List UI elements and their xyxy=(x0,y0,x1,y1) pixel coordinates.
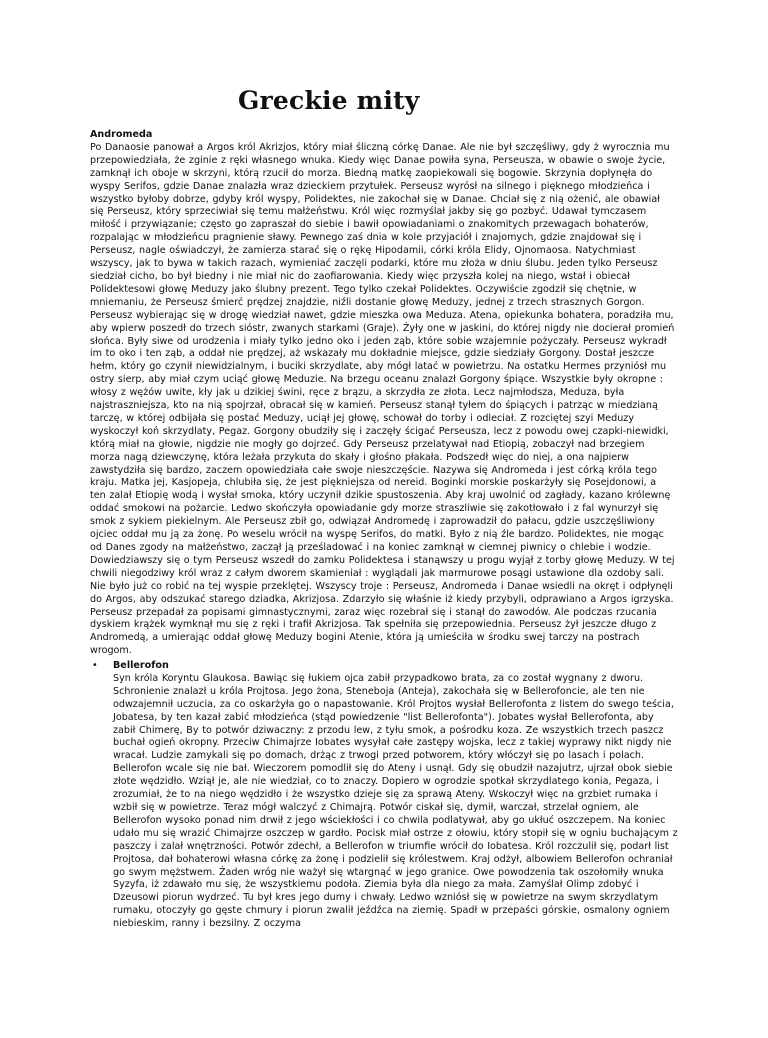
section-heading: Bellerofon xyxy=(113,660,169,671)
section-body: Syn króla Koryntu Glaukosa. Bawiąc się łukiem ojca zabił przypadkowo brata, za co został wygnany z dworu. Schronienie znalazł u króla Projtosa. Jego żona, Steneboja (Anteja), zakochała się w Bellerofoncie, ale ten nie odwzajemnił uczucia, za co oskarżyła go o napastowanie. Król Projtos wysłał Bellerofonta z listem do swego teścia, Jobatesa, by ten kazał zabić młodzieńca (stąd powiedzenie "list Bellerofonta"). Jobates wysłał Bellerofonta, aby zabił Chimerę, By to potwór dziwaczny: z przodu lew, z tyłu smok, a pośrodku koza. Ze wszystkich trzech paszcz buchał ogień okropny. Przeciw Chimajrze Iobates wysyłał całe zastępy wojska, lecz z takiej wyprawy nikt nigdy nie wracał. Ludzie zamykali się po domach, drżąc z trwogi przed potworem, który włóczył się po lasach i polach. Bellerofon wcale się nie bał. Wieczorem pomodlił się do Ateny i usnął. Gdy się obudził nazajutrz, ujrzał obok siebie złote wędzidło. Wziął je, ale nie wiedział, co to znaczy. Dopiero w ogrodzie spotkał skrzydlatego konia, Pegaza, i zrozumiał, że to na niego wędzidło i że wszystko dzieje się za sprawą Ateny. Wskoczył więc na grzbiet rumaka i wzbił się w powietrze. Teraz mógł walczyć z Chimajrą. Potwór ciskał się, dymił, warczał, strzelał ogniem, ale Bellerofon wysoko ponad nim drwił z jego wściekłości i co chwila podlatywał, aby go ukłuć oszczepem. Na koniec udało mu się wrazić Chimajrze oszczep w gardło. Pocisk miał ostrze z ołowiu, który stopił się w ogniu buchającym z paszczy i zalał wnętrzności. Potwór zdechł, a Bellerofon w triumfie wrócił do Iobatesa. Król rozczulił się, podarł list Projtosa, dał bohaterowi własna córkę za żonę i podzielił się królestwem. Kraj odżył, albowiem Bellerofon ochraniał go swym mężstwem. Żaden wróg nie ważył się wtargnąć w jego granice. Owe powodzenia tak oszołomiły wnuka Syzyfa, iż zdawało mu się, że wszystkiemu podoła. Ziemia była dla niego za mała. Zamyślał Olimp zdobyć i Dzeusowi piorun wydrzeć. Tu był kres jego dumy i chwały. Ledwo wzniósł się w powietrze na swym skrzydlatym rumaku, otoczyły go gęste chmury i piorun zwalił jeźdźca na ziemię. Spadł w przepaści górskie, osmalony ogniem niebieskim, ranny i bezsilny. Z oczyma xyxy=(113,672,678,930)
section-andromeda xyxy=(90,129,675,657)
section-bellerofon xyxy=(113,660,678,1038)
section-heading: Andromeda xyxy=(90,129,153,140)
document-title: Greckie mity xyxy=(238,86,420,115)
bullet-point: • xyxy=(92,660,98,671)
section-body: Po Danaosie panował a Argos król Akrizjos, który miał śliczną córkę Danae. Ale nie był szczęśliwy, gdy ż wyrocznia mu przepowiedziała, że zginie z ręki własnego wnuka. Kiedy więc Danae powiła syna, Perseusza, w obawie o swoje życie, zamknął ich oboje w skrzyni, którą rzucił do morza. Biedną matkę zaopiekowali się bogowie. Skrzynia dopłynęła do wyspy Serifos, gdzie Danae znalazła wraz dzieckiem przytułek. Perseusz wyrósł na silnego i pięknego młodzieńca i wszystko byłoby dobrze, gdyby król wyspy, Polidektes, nie zakochał się w Danae. Chciał się z nią ożenić, ale obawiał się Perseusz, który sprzeciwiał się temu małżeństwu. Król więc rozmyślał jakby się go pozbyć. Udawał tymczasem miłość i przywiązanie; często go zapraszał do siebie i bawił opowiadaniami o znakomitych przewagach bohaterów, rozpalając w młodzieńcu pragnienie sławy. Pewnego zaś dnia w kole przyjaciół i znajomych, gdzie znajdował się i Perseusz, nagle oświadczył, że zamierza starać się o rękę Hipodamii, córki króla Elidy, Ojnomaosa. Natychmiast wszyscy, jak to bywa w takich razach, wymieniać zaczęli podarki, które mu złoża w dniu ślubu. Jeden tylko Perseusz siedział cicho, bo był biedny i nie miał nic do zaofiarowania. Kiedy więc przyszła kolej na niego, wstał i obiecał Polidektesowi głowę Meduzy jako ślubny prezent. Tego tylko czekał Polidektes. Oczywiście zgodził się chętnie, w mniemaniu, że Perseusz śmierć prędzej znajdzie, niźli dostanie głowę Meduzy, jednej z trzech strasznych Gorgon. Perseusz wybierając się w drogę wiedział nawet, gdzie mieszka owa Meduza. Atena, opiekunka bohatera, poradziła mu, aby wpierw poszedł do trzech sióstr, zwanych starkami (Graje). Żyły one w jaskini, do której nigdy nie docierał promień słońca. Były siwe od urodzenia i miały tylko jedno oko i jeden ząb, które sobie wzajemnie pożyczały. Perseusz wykradł im to oko i ten ząb, a oddał nie prędzej, aż wskazały mu dokładnie miejsce, gdzie siedziały Gorgony. Dostał jeszcze hełm, który go czynił niewidzialnym, i buciki skrzydlate, aby mógł latać w powietrzu. Na ostatku Hermes przyniósł mu ostry sierp, aby miał czym uciąć głowę Meduzie. Na brzegu oceanu znalazł Gorgony śpiące. Wszystkie były okropne : włosy z wężów uwite, kły jak u dzikiej świni, ręce z brązu, a skrzydła ze złota. Lecz najmłodsza, Meduza, była najstraszniejsza, kto na nią spojrzał, obracał się w kamień. Perseusz stanął tyłem do śpiących i patrząc w miedzianą tarczę, w której odbijała się postać Meduzy, uciął jej głowę, schował do torby i odleciał. Z rozciętej szyi Meduzy wyskoczył koń skrzydlaty, Pegaz. Gorgony obudziły się i zaczęły ścigać Perseusza, lecz z powodu owej czapki-niewidki, którą miał na głowie, nigdzie nie mogły go dojrzeć. Gdy Perseusz przelatywał nad Etiopią, zobaczył nad brzegiem morza nagą dziewczynę, która leżała przykuta do skały i głośno płakała. Podszedł więc do niej, a ona najpierw zawstydziła się bardzo, zaczem opowiedziała całe swoje nieszczęście. Nazywa się Andromeda i jest córką króla tego kraju. Matka jej, Kasjopeja, chlubiła się, że jest piękniejsza od nereid. Boginki morskie poskarżyły się Posejdonowi, a ten zalał Etiopię wodą i wysłał smoka, który uczynił dzikie spustoszenia. Aby kraj uwolnić od zagłady, kazano królewnę oddać smokowi na pożarcie. Ledwo skończyła opowiadanie gdy morze straszliwie się zakotłowało i z fal wynurzył się smok z sykiem piekielnym. Ale Perseusz zbił go, odwiązał Andromedę i zaprowadził do pałacu, gdzie uszczęśliwiony ojciec oddał mu ją za żonę. Po weselu wrócił na wyspę Serifos, do matki. Było z nią źle bardzo. Polidektes, nie mogąc od Danes zgody na małżeństwo, zaczął ją prześladować i na koniec zamknął w ciemnej piwnicy o chlebie i wodzie. Dowiedziawszy się o tym Perseusz wszedł do zamku Polidektesa i stanąwszy u progu wyjął z torby głowę Meduzy. W tej chwili niegodziwy król wraz z całym dworem skamieniał : wyglądali jak marmurowe posągi ustawione dla ozdoby sali. Nie było już co robić na tej wyspie przeklętej. Wszyscy troje : Perseusz, Andromeda i Danae wsiedli na okręt i odpłynęli do Argos, aby odszukać starego dziadka, Akrizjosa. Zdarzyło się właśnie iż kiedy przybyli, odprawiano a Argos igrzyska. Perseusz przepadał za popisami gimnastycznymi, zaraz więc rozebrał się i stanął do zawodów. Ale podczas rzucania dyskiem krążek wymknął mu się z ręki i trafił Akrizjosa. Tak spełniła się przepowiednia. Perseusz żył jeszcze długo z Andromedą, a umierając oddał głowę Meduzy bogini Atenie, która ją umieściła w środku swej tarczy na postrach wrogom. xyxy=(90,141,675,657)
